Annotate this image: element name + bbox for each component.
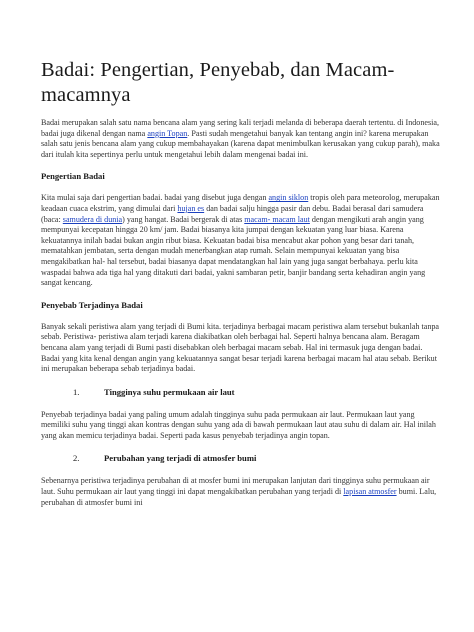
list-item-2-paragraph [41,476,441,508]
pengertian-text-4: ) yang hangat. Badai bergerak di atas [122,214,245,224]
pengertian-text-2: tropis oleh para meteorolog, merupakan keadaan cuaca ekstrim, yang dimulai dari [41,193,440,213]
link-samudera-di-dunia[interactable]: samudera di dunia [62,214,123,224]
intro-text-2: . Pasti sudah mengetahui banyak kan tentang angin ini? karena merupakan salah satu jenis bencana alam yang cukup membahayakan (karena dapat menimbulkan kerusakan yang cukup parah), maka dari itulah kita sepertinya perlu untuk mengetahui lebih dalam mengenai badai ini. [41,128,440,159]
section-heading-pengertian: Pengertian Badai [41,171,105,182]
list-title-1: Tingginya suhu permukaan air laut [104,386,235,397]
document-content [41,58,441,516]
page-title: Badai: Pengertian, Penyebab, dan Macam-macamnya [41,59,395,106]
link-macam-macam-laut[interactable]: macam- macam laut [244,214,310,224]
link-lapisan-atmosfer[interactable]: lapisan atmosfer [343,487,397,497]
section-heading-penyebab: Penyebab Terjadinya Badai [41,299,143,310]
pengertian-text-3: dan badai salju hingga pasir dan debu. Badai berasal dari samudera (baca: [41,203,424,224]
list-title-2: Perubahan yang terjadi di atmosfer bumi [104,453,257,464]
penyebab-paragraph: Banyak sekali peristiwa alam yang terjadi di Bumi kita. terjadinya berbagai macam peristiwa alam tersebut bukanlah tanpa sebab. Peristiwa- peristiwa alam terjadi karena diakibatkan oleh berbagai hal. Seperti halnya bencana alam. Beragam bencana alam yang terjadi di Bumi pasti disebabkan oleh berbagai macam sebab. Hal ini termasuk juga dengan badai. Badai yang kita kenal dengan angin yang kekuatannya sangat besar terjadi karena berbagai macam hal atau sebab. Berikut ini merupakan beberapa sebab terjadinya badai. [41,321,440,374]
list-item-1-paragraph: Penyebab terjadinya badai yang paling umum adalah tingginya suhu pada permukaan air laut. Permukaan laut yang memiliki suhu yang tinggi akan kontras dengan suhu yang ada di bawah permukaan laut atau suhu di dalam air. Hal inilah yang akan memicu terjadinya badai. Seperti pada kasus penyebab terjadinya angin topan. [41,409,436,440]
list-number-1: 1. [73,386,80,397]
link-angin-siklon[interactable]: angin siklon [268,193,309,203]
intro-paragraph [41,118,441,160]
list-item-heading-2 [41,453,441,464]
list-item-2-text-1: Sebenarnya peristiwa terjadinya perubahan di at mosfer bumi ini merupakan lanjutan dari tingginya suhu permukaan air laut. Suhu permukaan air laut yang tinggi ini dapat mengakibatkan perubahan yang terjadi di [41,476,430,497]
list-item-heading-1 [41,387,441,398]
list-number-2: 2. [73,453,80,464]
list-item-2-text-2: bumi. Lalu, perubahan di atmosfer bumi ini [41,487,437,507]
link-hujan-es[interactable]: hujan es [177,203,205,213]
pengertian-text-1: Kita mulai saja dari pengertian badai. badai yang disebut juga dengan [41,193,269,203]
pengertian-paragraph [41,193,441,288]
link-angin-topan[interactable]: angin Topan [147,128,188,138]
intro-text-1: Badai merupakan salah satu nama bencana alam yang sering kali terjadi melanda di beberapa daerah tertentu. di Indonesia, badai juga dikenal dengan nama [41,118,440,138]
pengertian-text-5: dengan mengikuti arah angin yang mempunyai kecepatan hingga 20 km/ jam. Badai biasanya kita jumpai dengan kekuatan yang luar biasa. Karena kekuatannya inilah badai bukan angin ribut biasa. Kekuatan badai bisa mencabut akar pohon yang besar dari tanah, mematahkan jembatan, serta dengan mudah menerbangkan atap rumah. Selain mempunyai kekuatan yang bisa mengakibatkan hal- hal tersebut, badai biasanya dapat mendatangkan hal lain yang juga sangat berbahaya. perlu kita waspadai bahwa ada tiga hal yang ditakuti dari badai, yakni sambaran petir, banjir bandang serta kehadiran angin yang sangat kencang. [41,214,426,288]
